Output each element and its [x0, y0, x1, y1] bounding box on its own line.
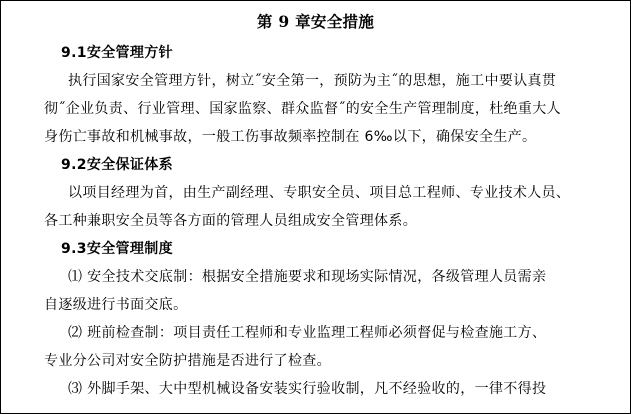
list-item-line: ⑵ 班前检查制：项目责任工程师和专业监理工程师必须督促与检查施工方、 [68, 325, 547, 341]
list-item-line: ⑴ 安全技术交底制：根据安全措施要求和现场实际情况，各级管理人员需亲 [68, 269, 547, 285]
section-heading-9-3: 9.3安全管理制度 [61, 241, 173, 257]
paragraph-line: 执行国家安全管理方针，树立˝安全第一，预防为主˝的思想，施工中要认真贯 [68, 73, 557, 89]
section-heading-9-2: 9.2安全保证体系 [61, 157, 173, 173]
paragraph-line: 身伤亡事故和机械事故，一般工伤事故频率控制在 6‰以下，确保安全生产。 [44, 129, 537, 145]
paragraph-line: 彻˝企业负责、行业管理、国家监察、群众监督˝的安全生产管理制度，杜绝重大人 [44, 101, 561, 117]
list-item-line: 专业分公司对安全防护措施是否进行了检查。 [44, 353, 331, 369]
list-item-line: 自逐级进行书面交底。 [44, 297, 188, 313]
paragraph-line: 以项目经理为首，由生产副经理、专职安全员、项目总工程师、专业技术人员、 [68, 185, 571, 201]
chapter-title: 第 9 章安全措施 [256, 12, 375, 31]
section-heading-9-1: 9.1安全管理方针 [61, 45, 173, 61]
list-item-line: ⑶ 外脚手架、大中型机械设备安装实行验收制，凡不经验收的，一律不得投 [68, 381, 547, 397]
paragraph-line: 各工种兼职安全员等各方面的管理人员组成安全管理体系。 [44, 213, 418, 229]
